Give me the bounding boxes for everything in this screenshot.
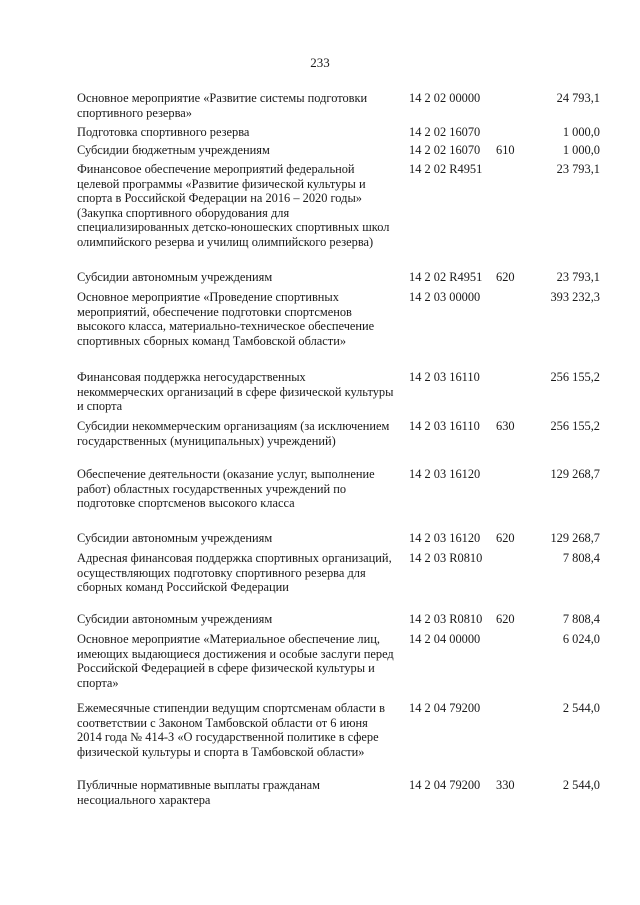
row-name: Публичные нормативные выплаты гражданам несоциального характера: [77, 778, 320, 807]
row-name: Основное мероприятие «Развитие системы подготовки спортивного резерва»: [77, 91, 368, 120]
row-code: 14 2 02 R4951: [409, 270, 483, 284]
row-code: 14 2 03 16110: [409, 419, 480, 433]
row-expense-type: 610: [496, 143, 515, 157]
row-sum: 393 232,3: [550, 290, 600, 304]
row-sum: 1 000,0: [562, 125, 600, 139]
row-name: Адресная финансовая поддержка спортивных организаций, осуществляющих подготовку спортивного резерва для сборных команд Российской Федерации: [77, 551, 392, 595]
row-code: 14 2 02 R4951: [409, 162, 483, 176]
row-name: Субсидии автономным учреждениям: [77, 531, 273, 545]
row-code: 14 2 02 00000: [409, 91, 481, 105]
row-name: Финансовое обеспечение мероприятий федеральной целевой программы «Развитие физической культуры и спорта в Российской Федерации на 2016 – 2020 годы» (Закупка спортивного оборудования для специализированных детско-юношеских спортивных школ олимпийского резерва и училищ олимпийского резерва): [77, 162, 390, 249]
row-sum: 6 024,0: [562, 632, 600, 646]
row-expense-type: 620: [496, 270, 515, 284]
row-expense-type: 620: [496, 612, 515, 626]
row-sum: 2 544,0: [562, 701, 600, 715]
row-sum: 129 268,7: [550, 531, 600, 545]
row-sum: 24 793,1: [556, 91, 600, 105]
row-code: 14 2 03 R0810: [409, 612, 483, 626]
row-sum: 7 808,4: [562, 551, 600, 565]
row-sum: 7 808,4: [562, 612, 600, 626]
row-name: Обеспечение деятельности (оказание услуг, выполнение работ) областных государственных учреждений по подготовке спортсменов высокого класса: [77, 467, 375, 511]
page-number: 233: [310, 55, 330, 70]
row-code: 14 2 02 16070: [409, 125, 481, 139]
row-code: 14 2 03 16110: [409, 370, 480, 384]
row-expense-type: 630: [496, 419, 515, 433]
row-code: 14 2 03 R0810: [409, 551, 483, 565]
row-name: Субсидии бюджетным учреждениям: [77, 143, 270, 157]
row-code: 14 2 02 16070: [409, 143, 481, 157]
row-sum: 1 000,0: [562, 143, 600, 157]
row-name: Субсидии автономным учреждениям: [77, 270, 273, 284]
row-code: 14 2 03 16120: [409, 531, 481, 545]
row-sum: 129 268,7: [550, 467, 600, 481]
row-code: 14 2 03 00000: [409, 290, 481, 304]
row-code: 14 2 04 79200: [409, 701, 481, 715]
row-sum: 256 155,2: [550, 419, 600, 433]
row-name: Субсидии некоммерческим организациям (за исключением государственных (муниципальных) учреждений): [77, 419, 390, 448]
row-name: Финансовая поддержка негосударственных некоммерческих организаций в сфере физической культуры и спорта: [77, 370, 394, 414]
row-name: Субсидии автономным учреждениям: [77, 612, 273, 626]
row-sum: 23 793,1: [556, 270, 600, 284]
row-code: 14 2 04 79200: [409, 778, 481, 792]
row-expense-type: 620: [496, 531, 515, 545]
row-sum: 2 544,0: [562, 778, 600, 792]
row-expense-type: 330: [496, 778, 515, 792]
row-name: Ежемесячные стипендии ведущим спортсменам области в соответствии с Законом Тамбовской области от 6 июня 2014 года № 414-З «О государственной политике в сфере физической культуры и спорта в Тамбовской области»: [77, 701, 385, 759]
row-name: Основное мероприятие «Материальное обеспечение лиц, имеющих выдающиеся достижения и особые заслуги перед Российской Федерацией в сфере физической культуры и спорта»: [77, 632, 394, 690]
row-sum: 256 155,2: [550, 370, 600, 384]
row-name: Основное мероприятие «Проведение спортивных мероприятий, обеспечение подготовки спортсменов высокого класса, материально-техническое обеспечение спортивных сборных команд Тамбовской области»: [77, 290, 375, 348]
row-code: 14 2 03 16120: [409, 467, 481, 481]
row-code: 14 2 04 00000: [409, 632, 481, 646]
row-sum: 23 793,1: [556, 162, 600, 176]
row-name: Подготовка спортивного резерва: [77, 125, 250, 139]
